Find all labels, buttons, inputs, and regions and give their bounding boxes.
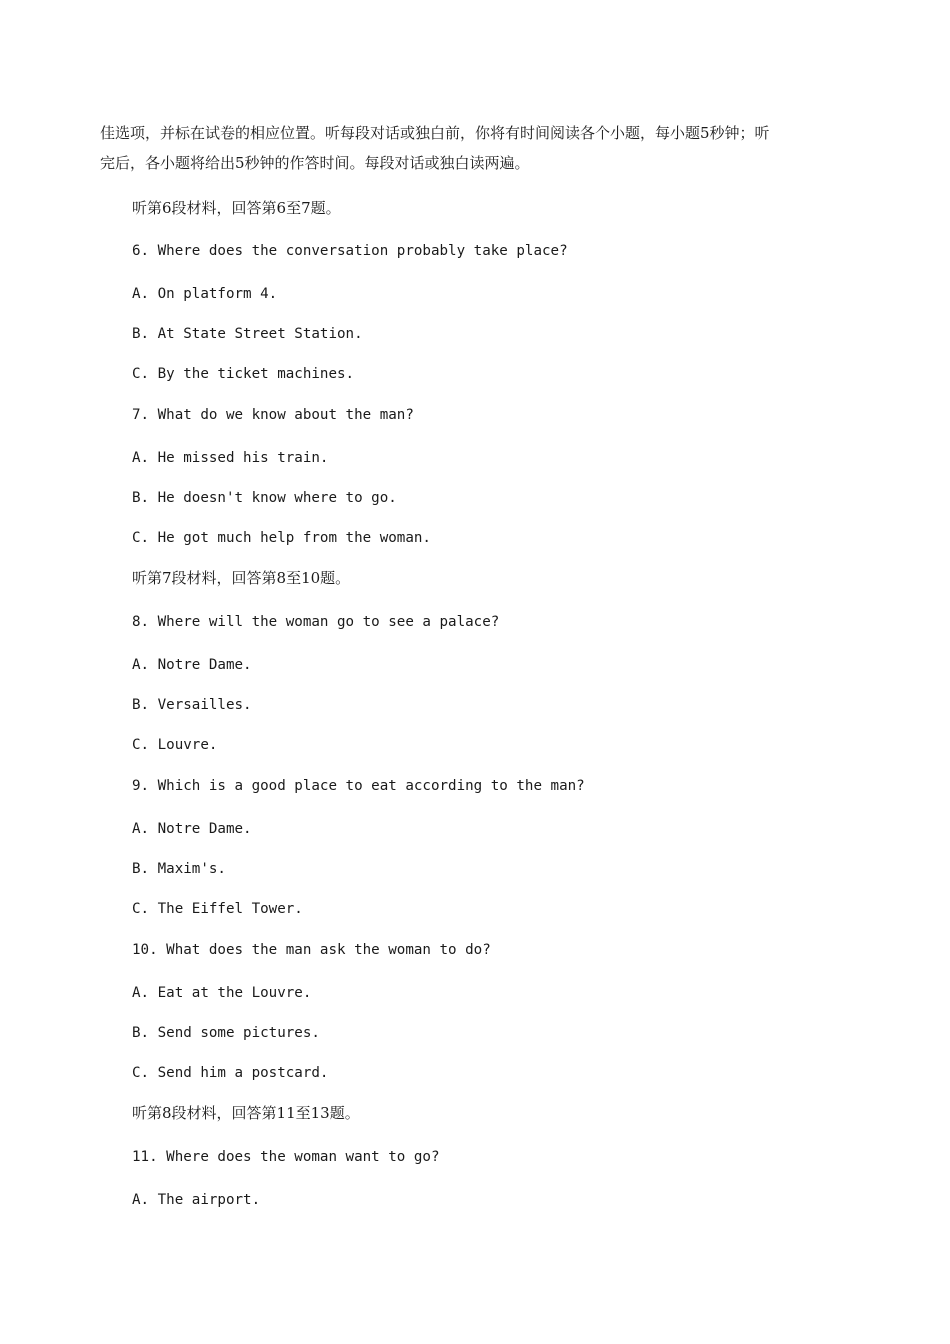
question-10: 10. What does the man ask the woman to do? <box>132 942 491 958</box>
question-11: 11. Where does the woman want to go? <box>132 1149 440 1165</box>
question-7-option-b: B. He doesn't know where to go. <box>132 490 397 506</box>
question-9-option-a: A. Notre Dame. <box>132 821 252 837</box>
question-9-option-b: B. Maxim's. <box>132 861 226 877</box>
question-6: 6. Where does the conversation probably take place? <box>132 243 568 259</box>
question-7-option-c: C. He got much help from the woman. <box>132 530 431 546</box>
question-9-option-c: C. The Eiffel Tower. <box>132 901 303 917</box>
question-11-option-a: A. The airport. <box>132 1192 261 1208</box>
question-6-option-c: C. By the ticket machines. <box>132 366 355 382</box>
question-6-option-b: B. At State Street Station. <box>132 326 363 342</box>
question-10-option-b: B. Send some pictures. <box>132 1025 320 1041</box>
question-8-option-a: A. Notre Dame. <box>132 657 252 673</box>
question-8: 8. Where will the woman go to see a palace? <box>132 614 500 630</box>
question-6-option-a: A. On platform 4. <box>132 286 278 302</box>
section-heading-6: 听第6段材料，回答第6至7题。 <box>132 199 341 217</box>
instruction-text-line-2: 完后，各小题将给出5秒钟的作答时间。每段对话或独白读两遍。 <box>100 154 530 172</box>
question-9: 9. Which is a good place to eat according to the man? <box>132 778 585 794</box>
instruction-text-line-1: 佳选项，并标在试卷的相应位置。听每段对话或独白前，你将有时间阅读各个小题，每小题5秒钟；听 <box>100 124 770 142</box>
question-8-option-c: C. Louvre. <box>132 737 218 753</box>
question-7: 7. What do we know about the man? <box>132 407 414 423</box>
question-7-option-a: A. He missed his train. <box>132 450 329 466</box>
question-10-option-a: A. Eat at the Louvre. <box>132 985 312 1001</box>
question-8-option-b: B. Versailles. <box>132 697 252 713</box>
section-heading-8: 听第8段材料，回答第11至13题。 <box>132 1104 360 1122</box>
question-10-option-c: C. Send him a postcard. <box>132 1065 329 1081</box>
section-heading-7: 听第7段材料，回答第8至10题。 <box>132 569 351 587</box>
